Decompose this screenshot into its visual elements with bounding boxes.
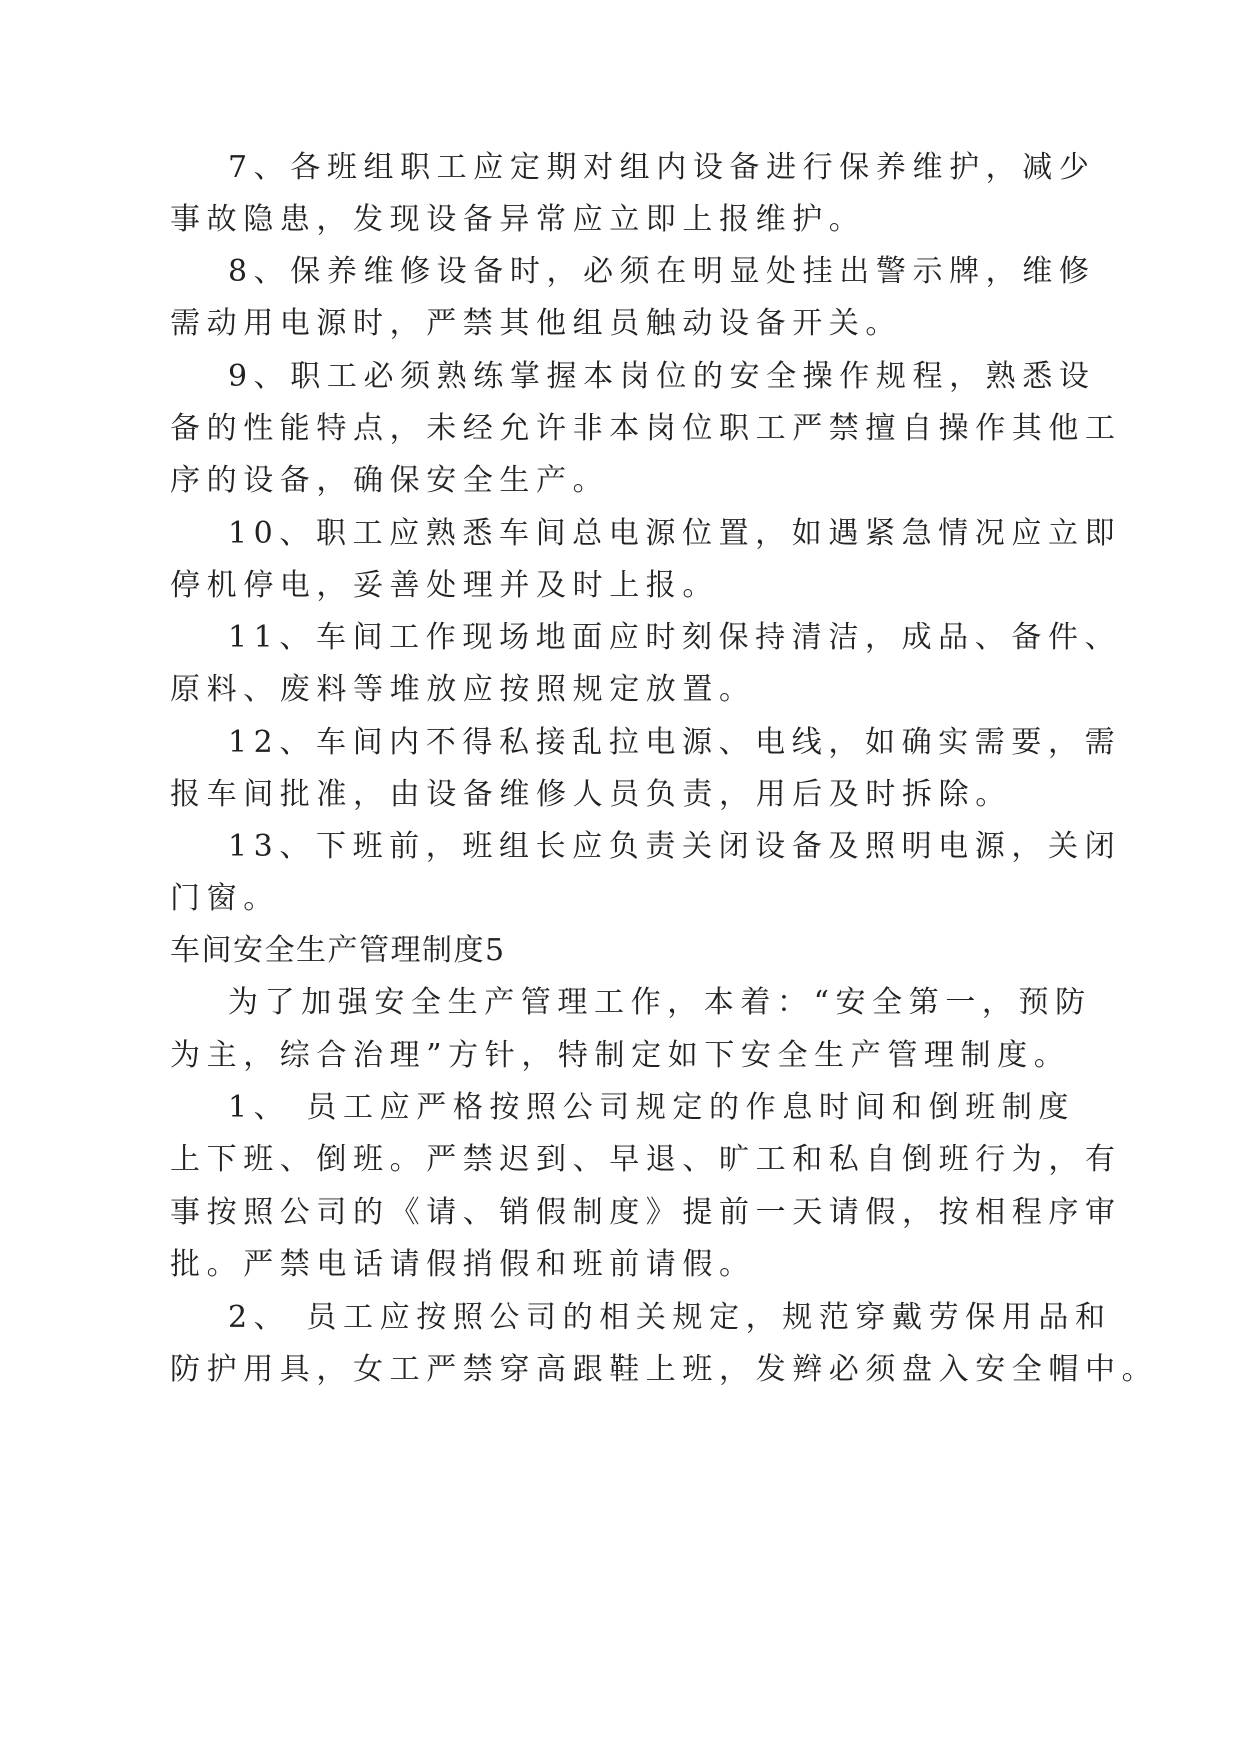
text-line: 备的性能特点，未经允许非本岗位职工严禁擅自操作其他工 xyxy=(170,411,1122,446)
text-line: 事故隐患，发现设备异常应立即上报维护。 xyxy=(170,202,866,237)
text-line: 10、职工应熟悉车间总电源位置，如遇紧急情况应立即 xyxy=(228,516,1122,551)
text-line: 门窗。 xyxy=(170,881,280,916)
text-line: 事按照公司的《请、销假制度》提前一天请假，按相程序审 xyxy=(170,1195,1122,1230)
text-line: 报车间批准，由设备维修人员负责，用后及时拆除。 xyxy=(170,777,1012,812)
text-line: 2、 员工应按照公司的相关规定，规范穿戴劳保用品和 xyxy=(228,1300,1112,1335)
text-line: 停机停电，妥善处理并及时上报。 xyxy=(170,568,719,603)
text-line: 为了加强安全生产管理工作，本着：“安全第一，预防 xyxy=(228,985,1092,1020)
text-line: 12、车间内不得私接乱拉电源、电线，如确实需要，需 xyxy=(228,725,1122,760)
text-line: 7、各班组职工应定期对组内设备进行保养维护，减少 xyxy=(228,150,1096,185)
text-line: 1、 员工应严格按照公司规定的作息时间和倒班制度 xyxy=(228,1090,1076,1125)
text-line: 为主，综合治理”方针，特制定如下安全生产管理制度。 xyxy=(170,1038,1071,1073)
section-heading: 车间安全生产管理制度5 xyxy=(170,933,506,968)
text-line: 9、职工必须熟练掌握本岗位的安全操作规程，熟悉设 xyxy=(228,359,1096,394)
text-line: 上下班、倒班。严禁迟到、早退、旷工和私自倒班行为，有 xyxy=(170,1142,1122,1177)
text-line: 批。严禁电话请假捎假和班前请假。 xyxy=(170,1247,756,1282)
text-line: 8、保养维修设备时，必须在明显处挂出警示牌，维修 xyxy=(228,254,1096,289)
text-line: 13、下班前，班组长应负责关闭设备及照明电源，关闭 xyxy=(228,829,1122,864)
text-line: 防护用具，女工严禁穿高跟鞋上班，发辫必须盘入安全帽中。 xyxy=(170,1352,1159,1387)
text-line: 11、车间工作现场地面应时刻保持清洁，成品、备件、 xyxy=(228,620,1122,655)
text-line: 原料、废料等堆放应按照规定放置。 xyxy=(170,672,756,707)
text-line: 需动用电源时，严禁其他组员触动设备开关。 xyxy=(170,306,902,341)
text-line: 序的设备，确保安全生产。 xyxy=(170,463,610,498)
